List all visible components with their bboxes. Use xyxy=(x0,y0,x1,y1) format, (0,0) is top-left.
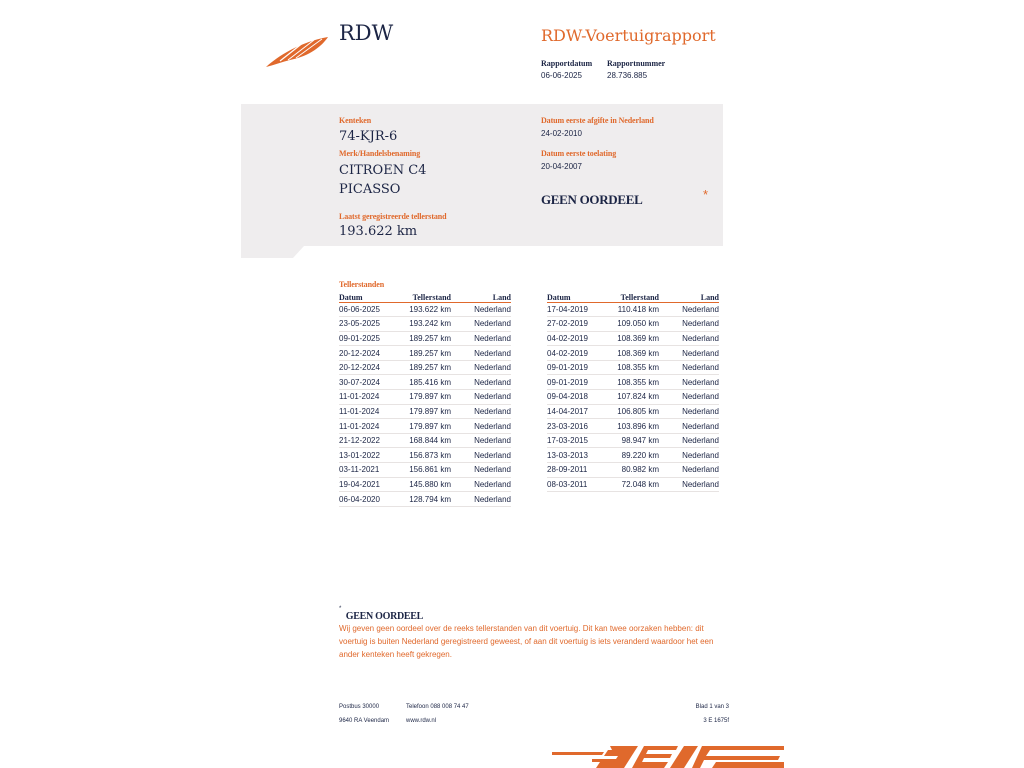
reading-odometer: 108.369 km xyxy=(609,346,659,361)
reading-date: 13-01-2022 xyxy=(339,448,401,463)
reading-odometer: 189.257 km xyxy=(401,360,451,375)
odometer-label: Laatst geregistreerde tellerstand xyxy=(339,212,447,221)
reading-date: 27-02-2019 xyxy=(547,317,609,332)
reading-date: 20-12-2024 xyxy=(339,346,401,361)
verdict-text: GEEN OORDEEL xyxy=(541,192,643,207)
reading-odometer: 108.355 km xyxy=(609,375,659,390)
reading-country: Nederland xyxy=(659,463,719,478)
col-header-country: Land xyxy=(659,292,719,302)
reading-country: Nederland xyxy=(451,492,511,507)
reading-country: Nederland xyxy=(659,331,719,346)
reading-row xyxy=(339,390,511,405)
odometer-value: 193.622 km xyxy=(339,224,418,239)
reading-country: Nederland xyxy=(659,390,719,405)
first-admit-value: 20-04-2007 xyxy=(541,162,582,171)
reading-row xyxy=(339,448,511,463)
plate-value: 74-KJR-6 xyxy=(339,129,398,144)
footer-website[interactable]: www.rdw.nl xyxy=(406,718,437,724)
reading-row xyxy=(339,492,511,507)
footer-address-1: Postbus 30000 xyxy=(339,704,380,710)
feather-logo-icon xyxy=(264,34,330,70)
readings-table-left xyxy=(339,292,511,507)
reading-date: 09-04-2018 xyxy=(547,390,609,405)
reading-date: 17-04-2019 xyxy=(547,302,609,317)
first-nl-value: 24-02-2010 xyxy=(541,129,582,138)
reading-row xyxy=(547,448,719,463)
reading-row xyxy=(547,477,719,492)
brand-name: RDW xyxy=(339,21,394,45)
reading-date: 03-11-2021 xyxy=(339,463,401,478)
reading-odometer: 189.257 km xyxy=(401,346,451,361)
reading-date: 13-03-2013 xyxy=(547,448,609,463)
make-line-1: CITROEN C4 xyxy=(339,163,427,178)
reading-date: 23-03-2016 xyxy=(547,419,609,434)
reading-country: Nederland xyxy=(659,419,719,434)
reading-date: 06-06-2025 xyxy=(339,302,401,317)
reading-country: Nederland xyxy=(659,375,719,390)
reading-country: Nederland xyxy=(451,419,511,434)
verdict-asterisk: * xyxy=(703,187,709,202)
reading-row xyxy=(339,317,511,332)
reading-row xyxy=(547,404,719,419)
reading-odometer: 109.050 km xyxy=(609,317,659,332)
reading-country: Nederland xyxy=(451,433,511,448)
reading-date: 11-01-2024 xyxy=(339,404,401,419)
reading-row xyxy=(339,360,511,375)
reading-odometer: 106.805 km xyxy=(609,404,659,419)
reading-country: Nederland xyxy=(451,346,511,361)
reading-odometer: 179.897 km xyxy=(401,404,451,419)
reading-odometer: 179.897 km xyxy=(401,419,451,434)
reading-odometer: 156.873 km xyxy=(401,448,451,463)
reading-country: Nederland xyxy=(451,331,511,346)
reading-date: 09-01-2025 xyxy=(339,331,401,346)
reading-row xyxy=(547,331,719,346)
reading-row xyxy=(547,463,719,478)
make-line-2: PICASSO xyxy=(339,182,401,197)
reading-odometer: 72.048 km xyxy=(609,477,659,492)
reading-country: Nederland xyxy=(659,404,719,419)
make-label: Merk/Handelsbenaming xyxy=(339,149,421,158)
reading-odometer: 193.622 km xyxy=(401,302,451,317)
first-nl-label: Datum eerste afgifte in Nederland xyxy=(541,116,654,125)
reading-row xyxy=(339,433,511,448)
reading-country: Nederland xyxy=(451,404,511,419)
reading-odometer: 108.355 km xyxy=(609,360,659,375)
reading-row xyxy=(339,463,511,478)
report-number-value: 28.736.885 xyxy=(607,71,648,80)
reading-date: 30-07-2024 xyxy=(339,375,401,390)
footer-address-2: 9640 RA Veendam xyxy=(339,718,390,724)
reading-row xyxy=(547,302,719,317)
reading-odometer: 168.844 km xyxy=(401,433,451,448)
reading-date: 04-02-2019 xyxy=(547,331,609,346)
reading-date: 19-04-2021 xyxy=(339,477,401,492)
footnote-title: GEEN OORDEEL xyxy=(345,611,424,622)
reading-date: 28-09-2011 xyxy=(547,463,609,478)
reading-date: 09-01-2019 xyxy=(547,375,609,390)
reading-row xyxy=(547,317,719,332)
reading-row xyxy=(339,375,511,390)
col-header-reading: Tellerstand xyxy=(609,292,659,302)
reading-row xyxy=(339,331,511,346)
reading-odometer: 185.416 km xyxy=(401,375,451,390)
reading-country: Nederland xyxy=(451,375,511,390)
report-number-label: Rapportnummer xyxy=(607,59,666,68)
reading-date: 04-02-2019 xyxy=(547,346,609,361)
reading-odometer: 98.947 km xyxy=(609,433,659,448)
speed-stripes-icon xyxy=(552,746,784,768)
reading-date: 17-03-2015 xyxy=(547,433,609,448)
reading-odometer: 80.982 km xyxy=(609,463,659,478)
reading-country: Nederland xyxy=(659,477,719,492)
reading-country: Nederland xyxy=(451,463,511,478)
reading-row xyxy=(339,419,511,434)
reading-date: 06-04-2020 xyxy=(339,492,401,507)
reading-date: 08-03-2011 xyxy=(547,477,609,492)
reading-country: Nederland xyxy=(659,302,719,317)
reading-country: Nederland xyxy=(659,360,719,375)
reading-country: Nederland xyxy=(659,433,719,448)
reading-odometer: 193.242 km xyxy=(401,317,451,332)
reading-odometer: 108.369 km xyxy=(609,331,659,346)
reading-date: 23-05-2025 xyxy=(339,317,401,332)
reading-country: Nederland xyxy=(451,302,511,317)
reading-row xyxy=(339,477,511,492)
reading-row xyxy=(339,404,511,419)
reading-country: Nederland xyxy=(451,317,511,332)
reading-country: Nederland xyxy=(451,448,511,463)
reading-row xyxy=(547,375,719,390)
reading-odometer: 107.824 km xyxy=(609,390,659,405)
reading-odometer: 110.418 km xyxy=(609,302,659,317)
reading-date: 20-12-2024 xyxy=(339,360,401,375)
reading-odometer: 189.257 km xyxy=(401,331,451,346)
reading-row xyxy=(547,419,719,434)
reading-row xyxy=(547,346,719,361)
first-admit-label: Datum eerste toelating xyxy=(541,149,617,158)
footnote-marker: * xyxy=(339,606,342,612)
report-title: RDW-Voertuigrapport xyxy=(541,26,716,45)
reading-odometer: 179.897 km xyxy=(401,390,451,405)
col-header-reading: Tellerstand xyxy=(401,292,451,302)
reading-odometer: 89.220 km xyxy=(609,448,659,463)
footer-code: 3 E 1675f xyxy=(703,718,729,724)
reading-row xyxy=(339,346,511,361)
reading-odometer: 145.880 km xyxy=(401,477,451,492)
reading-country: Nederland xyxy=(451,477,511,492)
reading-row xyxy=(547,390,719,405)
col-header-country: Land xyxy=(451,292,511,302)
reading-row xyxy=(547,360,719,375)
report-date-label: Rapportdatum xyxy=(541,59,593,68)
summary-panel xyxy=(241,104,723,258)
readings-table-right xyxy=(547,292,719,492)
reading-date: 21-12-2022 xyxy=(339,433,401,448)
reading-row xyxy=(547,433,719,448)
reading-country: Nederland xyxy=(659,448,719,463)
report-date-value: 06-06-2025 xyxy=(541,71,582,80)
plate-label: Kenteken xyxy=(339,116,372,125)
footer-page-number: Blad 1 van 3 xyxy=(695,704,729,710)
readings-title: Tellerstanden xyxy=(339,280,385,289)
reading-odometer: 103.896 km xyxy=(609,419,659,434)
reading-country: Nederland xyxy=(659,346,719,361)
reading-row xyxy=(339,302,511,317)
footer-phone: Telefoon 088 008 74 47 xyxy=(406,704,469,710)
reading-date: 11-01-2024 xyxy=(339,390,401,405)
col-header-date: Datum xyxy=(339,292,401,302)
reading-date: 09-01-2019 xyxy=(547,360,609,375)
reading-country: Nederland xyxy=(451,360,511,375)
col-header-date: Datum xyxy=(547,292,609,302)
reading-country: Nederland xyxy=(659,317,719,332)
footnote-text: Wij geven geen oordeel over de reeks tellerstanden van dit voertuig. Dit kan twee oorzaken hebben: dit voertuig is buiten Nederland geregistreerd geweest, of aan dit voertuig is iets veranderd waardoor het een ander kenteken heeft gekregen. xyxy=(339,624,714,659)
reading-odometer: 156.861 km xyxy=(401,463,451,478)
reading-country: Nederland xyxy=(451,390,511,405)
reading-odometer: 128.794 km xyxy=(401,492,451,507)
reading-date: 11-01-2024 xyxy=(339,419,401,434)
reading-date: 14-04-2017 xyxy=(547,404,609,419)
